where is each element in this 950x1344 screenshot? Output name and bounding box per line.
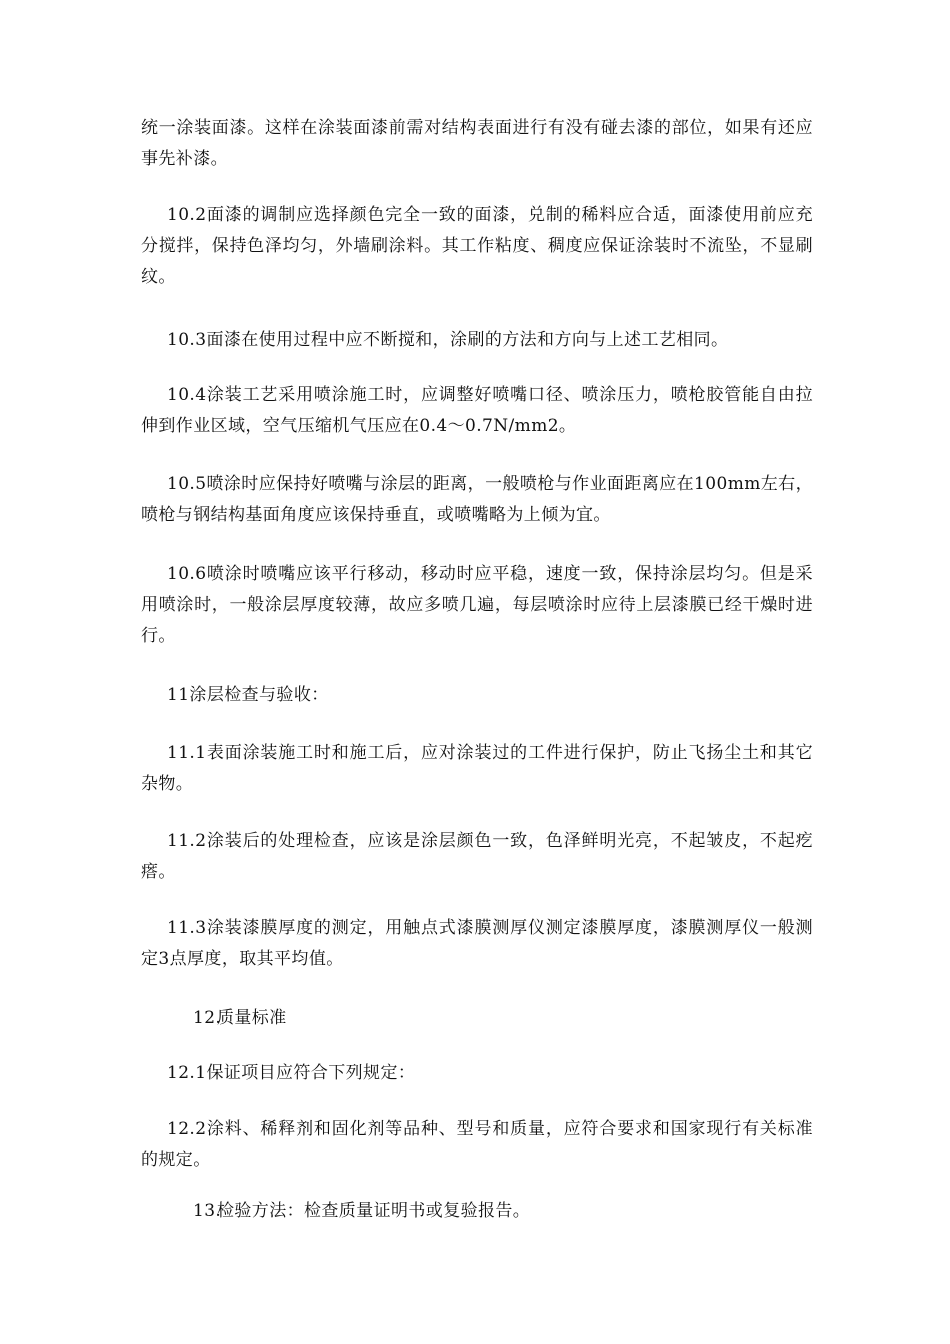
section-12-number: 12.: [193, 1008, 222, 1028]
paragraph-11-1: 11.1表面涂装施工时和施工后，应对涂装过的工件进行保护，防止飞扬尘土和其它杂物。: [141, 743, 813, 794]
paragraph-12-1: 12.1保证项目应符合下列规定：: [167, 1063, 416, 1083]
paragraph-10-4: 10.4涂装工艺采用喷涂施工时，应调整好喷嘴口径、喷涂压力，喷枪胶管能自由拉伸到作业区域，空气压缩机气压应在0.4～0.7N/mm2。: [141, 385, 813, 436]
section-13-text: 检验方法：检查质量证明书或复验报告。: [217, 1201, 531, 1221]
paragraph-10-2: 10.2面漆的调制应选择颜色完全一致的面漆，兑制的稀料应合适，面漆使用前应充分搅拌，保持色泽均匀，外墙刷涂料。其工作粘度、稠度应保证涂装时不流坠，不显刷纹。: [141, 205, 813, 287]
section-13-heading: [141, 1196, 813, 1227]
section-12-title: 质量标准: [217, 1008, 287, 1028]
paragraph-11-2: 11.2涂装后的处理检查，应该是涂层颜色一致，色泽鲜明光亮，不起皱皮，不起疙瘩。: [141, 831, 813, 882]
paragraph-1: 统一涂装面漆。这样在涂装面漆前需对结构表面进行有没有碰去漆的部位，如果有还应事先补漆。: [141, 118, 813, 169]
paragraph-10-3: 10.3面漆在使用过程中应不断搅和，涂刷的方法和方向与上述工艺相同。: [167, 330, 729, 350]
section-13-number: 13.: [193, 1201, 222, 1221]
paragraph-11-3: 11.3涂装漆膜厚度的测定，用触点式漆膜测厚仪测定漆膜厚度，漆膜测厚仪一般测定3点厚度，取其平均值。: [141, 918, 813, 969]
section-12-heading: [141, 1003, 813, 1034]
paragraph-10-6: 10.6喷涂时喷嘴应该平行移动，移动时应平稳，速度一致，保持涂层均匀。但是采用喷涂时，一般涂层厚度较薄，故应多喷几遍，每层喷涂时应待上层漆膜已经干燥时进行。: [141, 564, 813, 646]
paragraph-10-5: 10.5喷涂时应保持好喷嘴与涂层的距离，一般喷枪与作业面距离应在100mm左右，喷枪与钢结构基面角度应该保持垂直，或喷嘴略为上倾为宜。: [141, 474, 813, 525]
paragraph-12-2: 12.2涂料、稀释剂和固化剂等品种、型号和质量，应符合要求和国家现行有关标准的规定。: [141, 1119, 813, 1170]
section-11-heading: 11涂层检查与验收：: [167, 685, 329, 705]
